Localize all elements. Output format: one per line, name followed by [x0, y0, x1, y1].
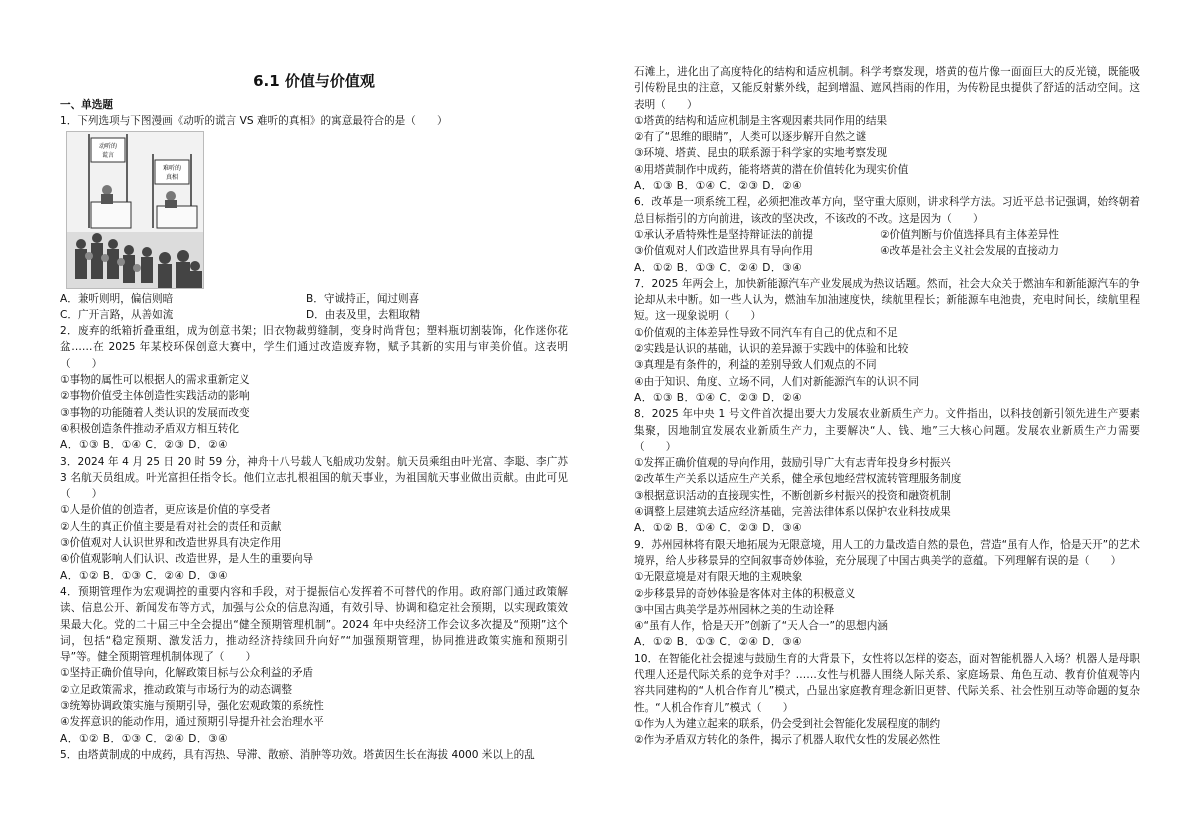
statement-item: ②价值判断与价值选择具有主体差异性 [880, 228, 1059, 241]
statement-item: ②改革生产关系以适应生产关系，健全承包地经营权流转管理服务制度 [634, 473, 962, 486]
answer-choices[interactable]: A．①② B．①③ C．②④ D．③④ [60, 732, 229, 745]
option-a[interactable]: A．兼听则明，偏信则暗 [60, 292, 174, 305]
statement-item: ①事物的属性可以根据人的需求重新定义 [60, 374, 250, 387]
statement-item: ④由于知识、角度、立场不同，人们对新能源汽车的认识不同 [634, 375, 919, 388]
statement-item: ③统筹协调政策实施与预期引导，强化宏观政策的系统性 [60, 700, 324, 713]
answer-choices[interactable]: A．①③ B．①④ C．②③ D．②④ [634, 180, 803, 193]
question-4-stem: 4．预期管理作为宏观调控的重要内容和手段，对于提振信心发挥着不可替代的作用。政府部门通过政策解读、信息公开、新闻发布等方式，加强与公众的信息沟通，有效引导、协调和稳定社会预期，以实现政策效果最大化。党的二十届三中全会提出“健全预期管理机制”。2024 年中央经济工作会议多次提及“预期”这个词，包括“稳定预期、激发活力，推动经济持续回升向好”“加强预期管理，协同推进政策实施和预期引导”等。健全预期管理机制体现了（ ） [60, 585, 568, 664]
question-6-statements [634, 227, 1140, 260]
right-column [634, 64, 1140, 748]
question-10-stem: 10．在智能化社会提速与鼓励生育的大背景下，女性将以怎样的姿态，面对智能机器人入场？机器人是母职代理人还是代际关系的竞争对手？……女性与机器人围绕人际关系、家庭场景、角色互动、教育价值观等内容共同建构的“人机合作育儿”模式，凸显出家庭教育理念新旧更替、代际关系、社会性别互动等命题的复杂性。“人机合作育儿”模式（ ） [634, 652, 1140, 714]
question-3-stem: 3．2024 年 4 月 25 日 20 时 59 分，神舟十八号载人飞船成功发射。航天员乘组由叶光富、李聪、李广苏 3 名航天员组成。叶光富担任指令长。他们立志扎根祖国的航天事业，为祖国航天事业做出贡献。由此可见（ ） [60, 455, 568, 501]
question-8-stem: 8．2025 年中央 1 号文件首次提出要大力发展农业新质生产力。文件指出，以科技创新引领先进生产要素集聚，因地制宜发展农业新质生产力，主要解决“人、钱、地”三大核心问题。发展农业新质生产力需要（ ） [634, 408, 1140, 453]
section-heading: 一、单选题 [60, 99, 113, 111]
statement-item: ①人是价值的创造者，更应该是价值的享受者 [60, 504, 271, 517]
question-1-stem: 1．下列选项与下图漫画《动听的谎言 VS 难听的真相》的寓意最符合的是（ ） [60, 115, 448, 128]
question-2-stem: 2．废弃的纸箱折叠重组，成为创意书架；旧衣物裁剪缝制，变身时尚背包；塑料瓶切割装饰，化作迷你花盆……在 2025 年某校环保创意大赛中，学生们通过改造废弃物，赋予其新的实用与审美价值。这表明（ ） [60, 325, 568, 370]
statement-item: ②有了“思维的眼睛”，人类可以逐步解开自然之谜 [634, 131, 867, 144]
statement-item: ③事物的功能随着人类认识的发展而改变 [60, 406, 250, 419]
statement-item: ④调整上层建筑去适应经济基础，完善法律体系以保护农业科技成果 [634, 506, 951, 519]
answer-choices[interactable]: A．①② B．①③ C．②④ D．③④ [634, 636, 803, 649]
question-1-options [60, 291, 568, 324]
question-5-stem-continued: 石滩上，进化出了高度特化的结构和适应机制。科学考察发现，塔黄的苞片像一面面巨大的反光镜，既能吸引传粉昆虫的注意，又能反射紫外线，起到增温、遮风挡雨的作用，为传粉昆虫提供了舒适的活动空间。这表明（ ） [634, 66, 1140, 111]
answer-choices[interactable]: A．①③ B．①④ C．②③ D．②④ [634, 391, 803, 404]
answer-choices[interactable]: A．①② B．①④ C．②③ D．③④ [634, 522, 803, 535]
statement-item: ④价值观影响人们认识、改造世界，是人生的重要向导 [60, 553, 314, 566]
statement-item: ③环境、塔黄、昆虫的联系源于科学家的实地考察发现 [634, 147, 888, 160]
statement-item: ①承认矛盾特殊性是坚持辩证法的前提 [634, 228, 813, 241]
statement-item: ①作为人为建立起来的联系，仍会受到社会智能化发展程度的制约 [634, 717, 941, 730]
statement-item: ②作为矛盾双方转化的条件，揭示了机器人取代女性的发展必然性 [634, 734, 941, 747]
option-b[interactable]: B．守诚持正，闻过则喜 [306, 292, 420, 305]
statement-item: ④改革是社会主义社会发展的直接动力 [880, 245, 1059, 258]
page-title: 6.1 价值与价值观 [253, 72, 375, 90]
option-c[interactable]: C．广开言路，从善如流 [60, 308, 174, 321]
statement-item: ②实践是认识的基础，认识的差异源于实践中的体验和比较 [634, 343, 909, 356]
statement-item: ②立足政策需求，推动政策与市场行为的动态调整 [60, 683, 292, 696]
statement-item: ①坚持正确价值导向，化解政策目标与公众利益的矛盾 [60, 667, 314, 680]
answer-choices[interactable]: A．①② B．①③ C．②④ D．③④ [634, 261, 803, 274]
answer-choices[interactable]: A．①② B．①③ C．②④ D．③④ [60, 569, 229, 582]
sign-right-line2: 真相 [165, 173, 179, 181]
statement-item: ③根据意识活动的直接现实性，不断创新乡村振兴的投资和融资机制 [634, 489, 951, 502]
statement-item: ①无限意境是对有限天地的主观映象 [634, 571, 803, 584]
statement-item: ②人生的真正价值主要是看对社会的责任和贡献 [60, 520, 282, 533]
answer-choices[interactable]: A．①③ B．①④ C．②③ D．②④ [60, 439, 229, 452]
sign-right-line1: 难听的 [162, 164, 182, 172]
question-5-stem-start: 5．由塔黄制成的中成药，具有泻热、导滞、散瘀、消肿等功效。塔黄因生长在海拔 4000 米以上的乱 [60, 748, 535, 761]
sign-left-line1: 动听的 [98, 142, 118, 150]
statement-item: ③中国古典美学是苏州园林之美的生动诠释 [634, 603, 835, 616]
statement-item: ④“虽有人作，恰是天开”创新了“天人合一”的思想内涵 [634, 620, 888, 633]
cartoon-image [66, 131, 204, 289]
statement-item: ①塔黄的结构和适应机制是主客观因素共同作用的结果 [634, 114, 888, 127]
sign-left-line2: 谎言 [101, 151, 115, 159]
option-d[interactable]: D．由表及里，去粗取精 [306, 308, 421, 321]
statement-item: ①价值观的主体差异性导致不同汽车有自己的优点和不足 [634, 326, 898, 339]
question-7-stem: 7．2025 年两会上，加快新能源汽车产业发展成为热议话题。然而，社会大众关于燃油车和新能源汽车的争论却从未中断。如一些人认为，燃油车加油速度快，续航里程长；新能源车电池贵，充电时间长，续航里程短。这一现象说明（ ） [634, 277, 1140, 323]
question-6-stem: 6．改革是一项系统工程，必须把准改革方向，坚守重大原则，讲求科学方法。习近平总书记强调，始终朝着总目标指引的方向前进，该改的坚决改，不该改的不改。这是因为（ ） [634, 196, 1140, 225]
statement-item: ③价值观对人认识世界和改造世界具有决定作用 [60, 537, 282, 550]
statement-item: ③价值观对人们改造世界具有导向作用 [634, 245, 813, 258]
statement-item: ②步移景异的奇妙体验是客体对主体的积极意义 [634, 587, 856, 600]
left-column [60, 97, 568, 763]
statement-item: ④用塔黄制作中成药，能将塔黄的潜在价值转化为现实价值 [634, 163, 909, 176]
statement-item: ④积极创造条件推动矛盾双方相互转化 [60, 422, 239, 435]
statement-item: ③真理是有条件的，利益的差别导致人们观点的不同 [634, 359, 877, 372]
statement-item: ④发挥意识的能动作用，通过预期引导提升社会治理水平 [60, 716, 324, 729]
question-9-stem: 9．苏州园林将有限天地拓展为无限意境，用人工的力量改造自然的景色，营造“虽有人作，恰是天开”的艺术境界，给人步移景异的空间叙事奇妙体验，充分展现了中国古典美学的意蕴。下列理解有误的是（ ） [634, 538, 1140, 567]
statement-item: ②事物价值受主体创造性实践活动的影响 [60, 390, 250, 403]
statement-item: ①发挥正确价值观的导向作用，鼓励引导广大有志青年投身乡村振兴 [634, 457, 951, 470]
